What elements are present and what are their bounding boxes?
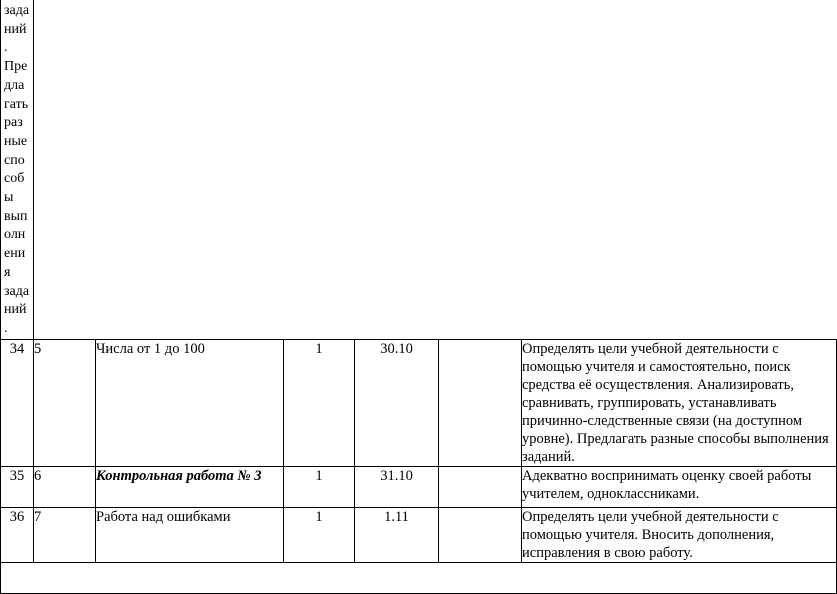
hours: 1 bbox=[284, 507, 355, 562]
planned-date: 30.10 bbox=[355, 339, 439, 466]
text-line: . bbox=[4, 320, 8, 336]
lesson-number: 7 bbox=[34, 507, 96, 562]
empty-cell bbox=[1, 562, 837, 593]
row-number: 35 bbox=[1, 466, 34, 507]
lesson-topic: Контрольная работа № 3 bbox=[96, 466, 284, 507]
actual-date bbox=[439, 466, 522, 507]
lesson-topic: Работа над ошибками bbox=[96, 507, 284, 562]
text-line: олн bbox=[4, 227, 26, 243]
lesson-number: 5 bbox=[34, 339, 96, 466]
text-line: гать bbox=[4, 96, 29, 112]
text-line: раз bbox=[4, 115, 23, 131]
table-row-continued bbox=[1, 0, 837, 339]
table-row bbox=[1, 466, 837, 507]
continued-cell bbox=[1, 0, 34, 339]
actual-date bbox=[439, 339, 522, 466]
planned-date: 31.10 bbox=[355, 466, 439, 507]
text-line: ы bbox=[4, 190, 14, 206]
learning-activities: Адекватно воспринимать оценку своей работы учителем, одноклассниками. bbox=[522, 466, 837, 507]
table-row-empty bbox=[1, 562, 837, 593]
planned-date: 1.11 bbox=[355, 507, 439, 562]
lesson-topic: Числа от 1 до 100 bbox=[96, 339, 284, 466]
hours: 1 bbox=[284, 339, 355, 466]
table-row bbox=[1, 507, 837, 562]
text-line: ени bbox=[4, 246, 26, 262]
empty-area bbox=[34, 0, 837, 339]
text-line: вып bbox=[4, 208, 28, 224]
continued-text bbox=[1, 0, 33, 339]
hours: 1 bbox=[284, 466, 355, 507]
row-number: 34 bbox=[1, 339, 34, 466]
learning-activities: Определять цели учебной деятельности с помощью учителя и самостоятельно, поиск средства её осуществления. Анализировать, сравнивать, группировать, устанавливать причинно-следственные связи (на доступном уровне). Предлагать разные способы выполнения заданий. bbox=[522, 339, 837, 466]
text-line: . bbox=[4, 40, 8, 56]
text-line: Пре bbox=[4, 59, 28, 75]
lesson-number: 6 bbox=[34, 466, 96, 507]
text-line: я bbox=[4, 264, 11, 280]
learning-activities: Определять цели учебной деятельности с помощью учителя. Вносить дополнения, исправления в свою работу. bbox=[522, 507, 837, 562]
text-line: ний bbox=[4, 302, 27, 318]
text-line: зада bbox=[4, 3, 30, 18]
text-line: соб bbox=[4, 171, 25, 187]
text-line: ний bbox=[4, 21, 27, 37]
row-number: 36 bbox=[1, 507, 34, 562]
actual-date bbox=[439, 507, 522, 562]
table-row bbox=[1, 339, 837, 466]
text-line: дла bbox=[4, 77, 25, 93]
text-line: зада bbox=[4, 283, 30, 299]
text-line: ные bbox=[4, 133, 28, 149]
text-line: спо bbox=[4, 152, 25, 168]
